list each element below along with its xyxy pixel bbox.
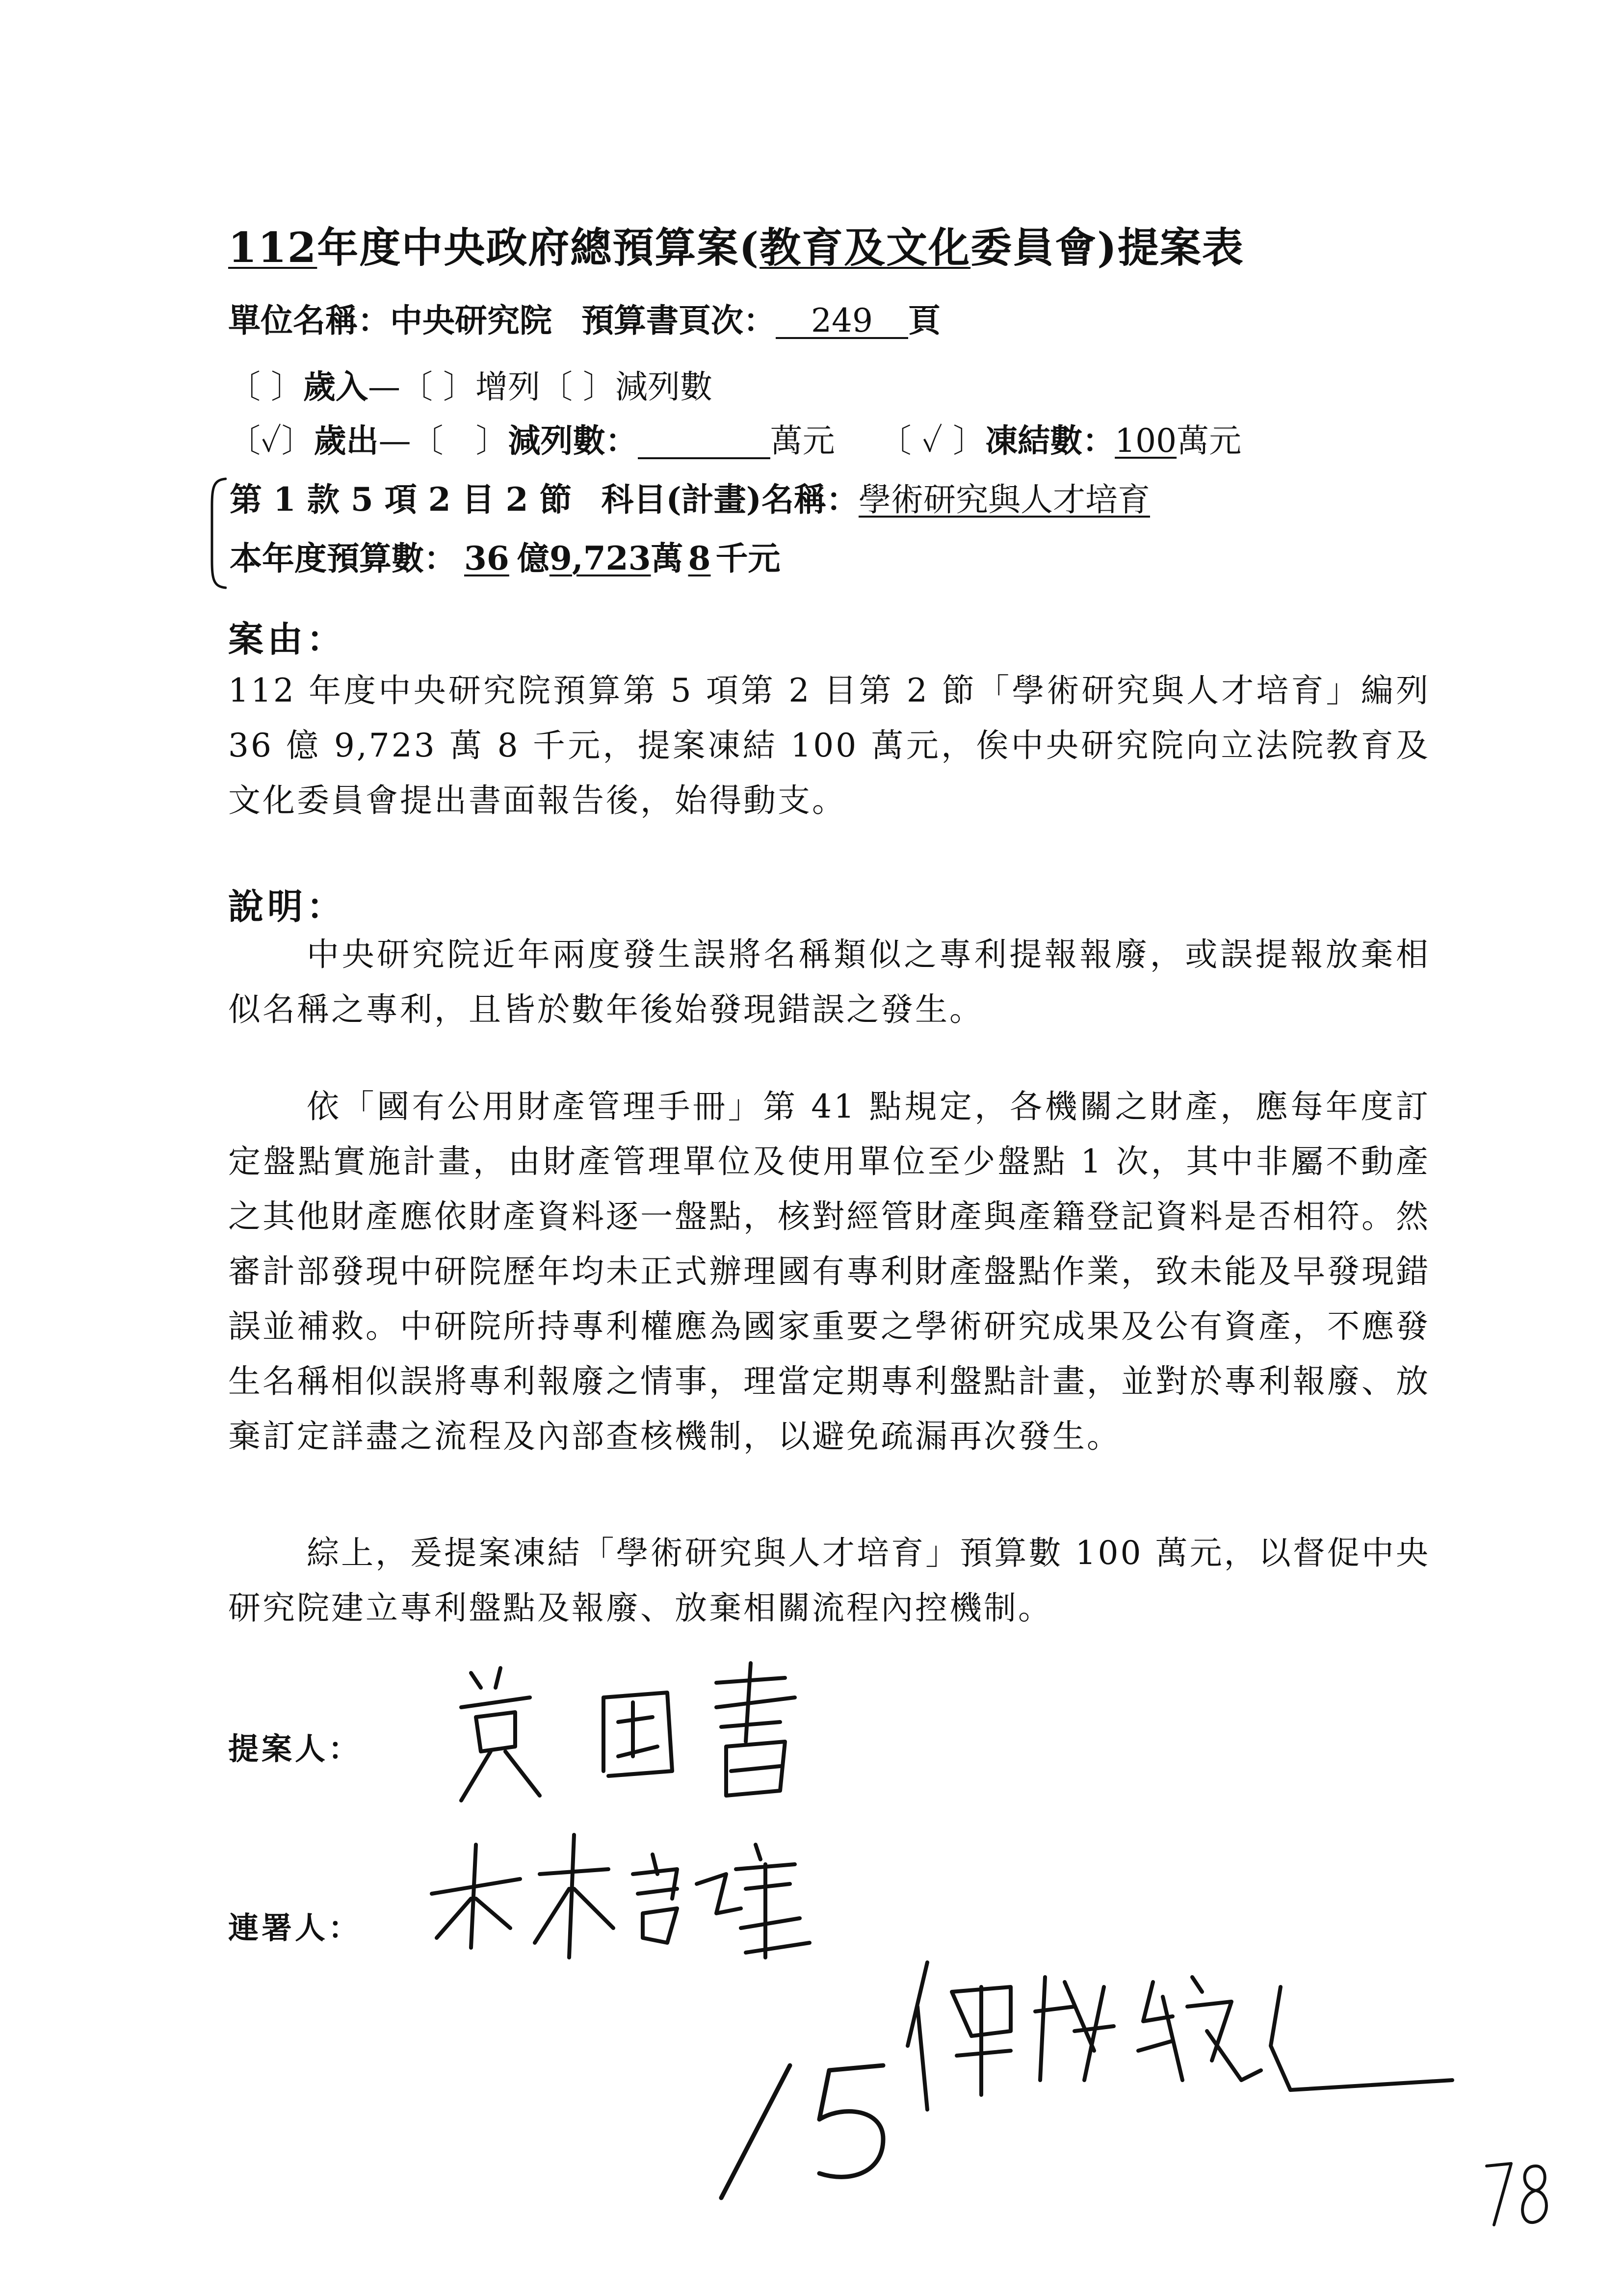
- title-committee: 教育及文化: [760, 223, 971, 272]
- item-line: [230, 473, 1150, 520]
- handwritten-number-15: [707, 2036, 903, 2213]
- reduce-label: 減列數：: [508, 421, 638, 460]
- revenue-checkbox: 〔 〕: [228, 368, 303, 406]
- expenditure-line: [228, 415, 1241, 461]
- handwritten-bracket: [207, 477, 227, 590]
- amount-wan: 9,723: [549, 539, 651, 577]
- page-title: [228, 215, 1244, 274]
- title-text-2: 委員會)提案表: [970, 223, 1244, 272]
- explanation-paragraph-3: 綜上，爰提案凍結「學術研究與人才培育」預算數 100 萬元，以督促中央研究院建立專利盤點及報廢、放棄相關流程內控機制。: [228, 1534, 1430, 1627]
- item-text: 第 1 款 5 項 2 目 2 節: [230, 480, 572, 519]
- cosigner-label: 連署人：: [228, 1910, 362, 1946]
- unit-name: 中央研究院: [390, 301, 552, 339]
- increase-label: 增列: [475, 368, 540, 406]
- revenue-dash: —: [367, 368, 400, 406]
- cosigner-signature-2: [898, 1933, 1467, 2154]
- explanation-paragraph-2: 依「國有公用財產管理手冊」第 41 點規定，各機關之財產，應每年度訂定盤點實施計畫，由財產管理單位及使用單位至少盤點 1 次，其中非屬不動產之其他財產應依財產資料逐一盤點，核對經管財產與產籍登記資料是否相符。然審計部發現中研院歷年均未正式辦理國有專利財產盤點作業，致未能及早發現錯誤並補救。中研院所持專利權應為國家重要之學術研究成果及公有資產，不應發生名稱相似誤將專利報廢之情事，理當定期專利盤點計畫，並對於專利報廢、放棄訂定詳盡之流程及內部查核機制，以避免疏漏再次發生。: [228, 1088, 1430, 1455]
- reduce-checkbox: 〔 〕: [411, 422, 508, 460]
- proposer-signature: [442, 1653, 864, 1815]
- expenditure-label: 歲出: [314, 421, 379, 460]
- title-text-1: 年度中央政府總預算案(: [317, 223, 760, 272]
- explanation-heading: 說明：: [228, 886, 346, 927]
- amount-wan-unit: 萬: [651, 539, 683, 577]
- amount-line: [230, 532, 780, 579]
- proposer-label: 提案人：: [228, 1731, 362, 1767]
- freeze-unit: 萬元: [1177, 422, 1242, 460]
- freeze-value: 100: [1115, 422, 1177, 460]
- revenue-line: [228, 361, 712, 407]
- explanation-paragraph-1: 中央研究院近年兩度發生誤將名稱類似之專利提報報廢，或誤提報放棄相似名稱之專利，且皆於數年後始發現錯誤之發生。: [228, 936, 1430, 1028]
- reduce-value-blank: [638, 425, 770, 459]
- budget-page-label: 預算書頁次：: [581, 301, 776, 339]
- amount-qian: 8: [688, 539, 711, 577]
- amount-yi: 36: [464, 539, 509, 577]
- reason-heading: 案由：: [228, 618, 346, 660]
- amount-label: 本年度預算數：: [230, 539, 456, 577]
- revenue-label: 歲入: [303, 367, 368, 406]
- cosigner-signature-1: [422, 1815, 864, 1972]
- reduce-unit: 萬元: [770, 422, 835, 460]
- budget-page-value: 249: [776, 305, 908, 339]
- handwritten-page-number: [1482, 2156, 1555, 2235]
- freeze-label: 凍結數：: [985, 421, 1115, 460]
- title-year: 112: [228, 223, 317, 272]
- budget-page-suffix: 頁: [908, 301, 941, 339]
- increase-checkbox: 〔 〕: [400, 368, 475, 406]
- subject-label: 科目(計畫)名稱：: [601, 480, 859, 519]
- reason-text: 112 年度中央研究院預算第 5 項第 2 目第 2 節「學術研究與人才培育」編列 36 億 9,723 萬 8 千元，提案凍結 100 萬元，俟中央研究院向立法院教育及文化委員會提出書面報告後，始得動支。: [228, 672, 1430, 819]
- subject-name: 學術研究與人才培育: [858, 481, 1150, 519]
- amount-qian-unit: 千元: [715, 539, 781, 577]
- decrease-checkbox: 〔 〕: [540, 368, 615, 406]
- amount-yi-unit: 億: [517, 539, 550, 577]
- expenditure-checkbox: 〔✓〕: [228, 422, 314, 460]
- expenditure-dash: —: [378, 422, 411, 460]
- decrease-label: 減列數: [615, 368, 712, 406]
- unit-label: 單位名稱：: [228, 301, 390, 339]
- freeze-checkbox: 〔 ✓ 〕: [879, 422, 986, 460]
- unit-line: [228, 294, 941, 341]
